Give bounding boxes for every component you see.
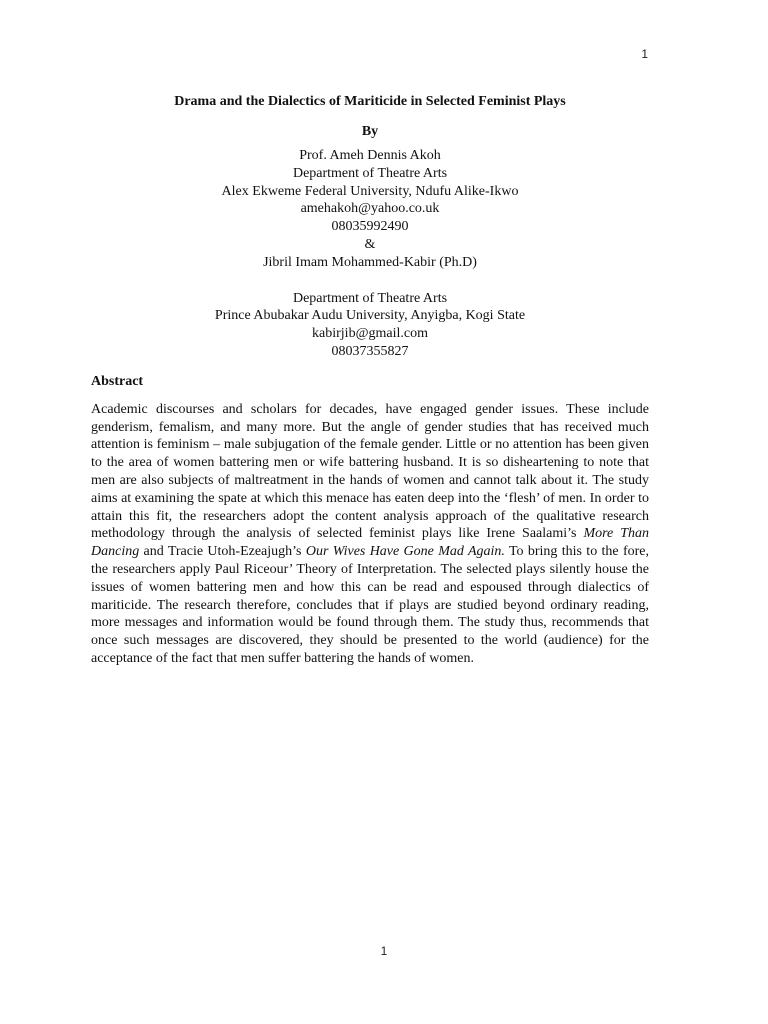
author2-phone: 08037355827: [331, 343, 409, 359]
author-separator: &: [364, 236, 376, 252]
author-gap: [91, 272, 649, 290]
author1-department: Department of Theatre Arts: [292, 165, 448, 181]
page-number-bottom: 1: [380, 944, 388, 958]
author2-department: Department of Theatre Arts: [292, 290, 448, 306]
play-title-more-than-dancing: More Than Dancing: [91, 526, 649, 560]
abstract-heading: Abstract: [91, 373, 144, 389]
abstract-text-part2: and Tracie Utoh-Ezeajugh’s: [139, 544, 306, 560]
byline-label: By: [361, 124, 379, 139]
abstract-text-part1: Academic discourses and scholars for decades, have engaged gender issues. These include genderism, femalism, and many more. But the angle of gender studies that has received much attention is feminism – male subjugation of the female gender. Little or no attention has been given to the area of women battering men or wife battering husband. It is so disheartening to note that men are also subjects of maltreatment in the hands of women and cannot talk about it. The study aims at examining the spate at which this menace has eaten deep into the ‘flesh’ of men. In order to attain this fit, the researchers adopt the content analysis approach of the qualitative research methodology through the analysis of selected feminist plays like Irene Saalami’s: [91, 401, 649, 542]
author1-name: Prof. Ameh Dennis Akoh: [299, 148, 441, 163]
author-block-1: [91, 147, 649, 361]
author1-institution: Alex Ekweme Federal University, Ndufu Alike-Ikwo: [221, 183, 519, 199]
page-number-top: 1: [641, 47, 648, 61]
author2-name: Jibril Imam Mohammed-Kabir (Ph.D): [263, 254, 477, 270]
author1-phone: 08035992490: [331, 219, 409, 235]
author2-email: kabirjib@gmail.com: [312, 326, 428, 342]
author1-email: amehakoh@yahoo.co.uk: [300, 201, 440, 217]
author2-institution: Prince Abubakar Audu University, Anyigba, Kogi State: [214, 308, 526, 324]
paper-title: Drama and the Dialectics of Mariticide in Selected Feminist Plays: [174, 94, 566, 109]
paper-front-page: [91, 93, 649, 668]
play-title-our-wives-have-gone-mad-again: Our Wives Have Gone Mad Again.: [305, 544, 505, 560]
abstract-text-part3: To bring this to the fore, the researchers apply Paul Riceour’ Theory of Interpretation. The selected plays silently house the issues of women battering men and how this can be read and espoused through dialectics of mariticide. The research therefore, concludes that if plays are studied beyond ordinary reading, more messages and information would be found through them. The study thus, recommends that once such messages are discovered, they should be presented to the world (audience) for the acceptance of the fact that men suffer battering the hands of women.: [91, 544, 649, 666]
abstract-body: [91, 401, 649, 668]
